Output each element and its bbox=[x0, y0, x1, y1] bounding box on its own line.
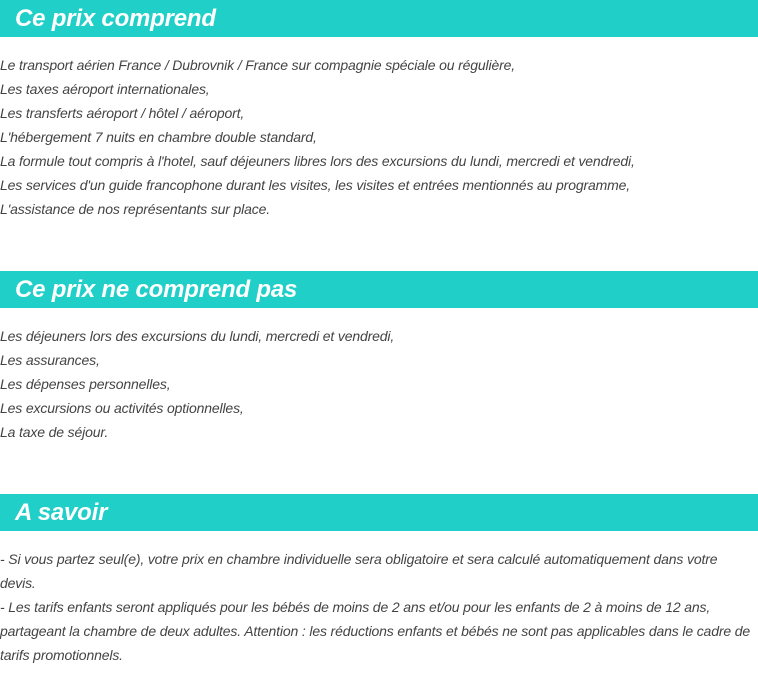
section-title-included: Ce prix comprend bbox=[15, 5, 216, 32]
section-header-included bbox=[0, 0, 758, 37]
included-item: Le transport aérien France / Dubrovnik / France sur compagnie spéciale ou régulière, bbox=[0, 57, 516, 73]
section-title-good-to-know: A savoir bbox=[15, 499, 108, 526]
not-included-item: Les assurances, bbox=[0, 352, 100, 368]
included-item: Les taxes aéroport internationales, bbox=[0, 81, 210, 97]
included-item: Les services d'un guide francophone durant les visites, les visites et entrées mentionnés au programme, bbox=[0, 177, 631, 193]
good-to-know-paragraph: - Les tarifs enfants seront appliqués pour les bébés de moins de 2 ans et/ou pour les enfants de 2 à moins de 12 ans, partageant la chambre de deux adultes. Attention : les réductions enfants et bébés ne sont pas applicables dans le cadre de tarifs promotionnels. bbox=[0, 599, 750, 663]
section-header-not-included bbox=[0, 271, 758, 308]
not-included-item: La taxe de séjour. bbox=[0, 424, 109, 440]
included-item: Les transferts aéroport / hôtel / aéroport, bbox=[0, 105, 245, 121]
included-item: L'hébergement 7 nuits en chambre double standard, bbox=[0, 129, 317, 145]
good-to-know-text bbox=[0, 547, 758, 667]
included-list bbox=[0, 53, 758, 221]
included-item: La formule tout compris à l'hotel, sauf déjeuners libres lors des excursions du lundi, mercredi et vendredi, bbox=[0, 153, 635, 169]
section-header-good-to-know bbox=[0, 494, 758, 531]
not-included-item: Les déjeuners lors des excursions du lundi, mercredi et vendredi, bbox=[0, 328, 395, 344]
good-to-know-paragraph: - Si vous partez seul(e), votre prix en chambre individuelle sera obligatoire et sera calculé automatiquement dans votre devis. bbox=[0, 551, 718, 591]
not-included-item: Les dépenses personnelles, bbox=[0, 376, 171, 392]
section-title-not-included: Ce prix ne comprend pas bbox=[15, 276, 298, 303]
not-included-item: Les excursions ou activités optionnelles, bbox=[0, 400, 244, 416]
not-included-list bbox=[0, 324, 758, 444]
included-item: L'assistance de nos représentants sur place. bbox=[0, 201, 271, 217]
